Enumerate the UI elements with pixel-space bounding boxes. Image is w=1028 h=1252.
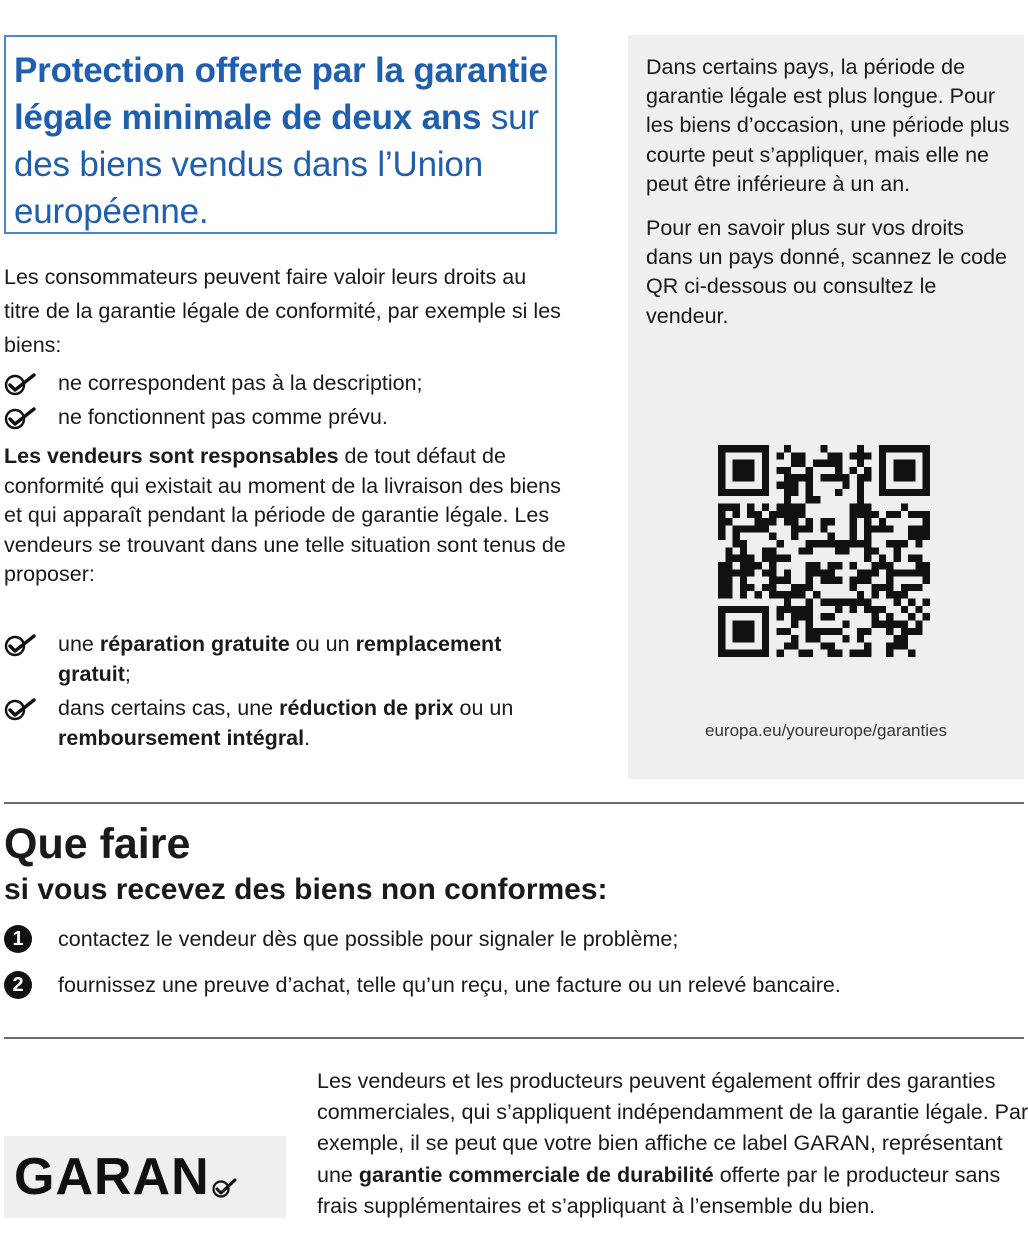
remedy-bold: réparation gratuite xyxy=(99,632,290,656)
side-paragraph-1: Dans certains pays, la période de garantie légale est plus longue. Pour les biens d’occasion, une période plus courte peut s’appliquer, mais elle ne peut être inférieure à un an. xyxy=(646,55,1010,196)
responsibility-text xyxy=(4,442,574,590)
commercial-bold: garantie commerciale de durabilité xyxy=(358,1162,714,1187)
remedy-part: ou un xyxy=(453,696,514,720)
list-item xyxy=(4,693,564,753)
list-item xyxy=(4,368,564,398)
title-box xyxy=(4,35,557,234)
responsibility-rest: de tout défaut de conformité qui existait au moment de la livraison des biens et qui apparaît pendant la période de garantie légale. Les vendeurs se trouvant dans une telle situation sont tenus de proposer: xyxy=(4,444,566,586)
remedy-text xyxy=(58,632,501,686)
remedy-part: dans certains cas, une xyxy=(58,696,280,720)
commercial-guarantee-text xyxy=(317,1066,1028,1222)
remedy-bold: réduction de prix xyxy=(279,696,454,720)
info-link[interactable]: europa.eu/youreurope/garanties xyxy=(705,721,947,740)
list-item-text: ne correspondent pas à la description; xyxy=(58,371,423,395)
remedy-bold: remplacement gratuit xyxy=(58,632,502,686)
steps-list xyxy=(4,924,1024,1016)
step-text: fournissez une preuve d’achat, telle qu’un reçu, une facture ou un relevé bancaire. xyxy=(58,973,841,997)
non-conformity-list xyxy=(4,368,564,436)
step-item xyxy=(4,924,1024,954)
list-item xyxy=(4,402,564,432)
divider xyxy=(4,802,1024,804)
remedy-text xyxy=(58,696,513,750)
remedy-part: . xyxy=(304,726,311,750)
section-heading: Que faire xyxy=(4,820,191,868)
check-icon xyxy=(4,697,40,721)
commercial-part: offerte par le producteur sans frais supplémentaires et s’appliquant à l’ensemble du bien. xyxy=(317,1162,1001,1218)
step-number-badge: 2 xyxy=(4,971,32,999)
garan-label xyxy=(4,1136,286,1218)
qr-code-icon[interactable] xyxy=(718,445,930,657)
check-icon xyxy=(4,372,40,396)
remedy-part: une xyxy=(58,632,100,656)
side-panel xyxy=(628,35,1024,779)
check-icon xyxy=(4,406,40,430)
remedy-part: ; xyxy=(124,662,131,686)
remedy-part: ou un xyxy=(289,632,356,656)
qr-pattern xyxy=(718,445,930,657)
responsibility-bold: Les vendeurs sont responsables xyxy=(4,444,339,468)
step-text: contactez le vendeur dès que possible pour signaler le problème; xyxy=(58,927,679,951)
garan-wordmark: GARAN xyxy=(14,1148,210,1206)
title-bold: Protection offerte par la garantie légale minimale de deux ans xyxy=(14,51,548,137)
step-item xyxy=(4,970,1024,1000)
remedy-bold: remboursement intégral xyxy=(58,726,305,750)
remedies-list xyxy=(4,629,564,757)
divider xyxy=(4,1037,1024,1039)
check-icon xyxy=(4,633,40,657)
intro-text: Les consommateurs peuvent faire valoir leurs droits au titre de la garantie légale de conformité, par exemple si les biens: xyxy=(4,265,561,357)
side-paragraph-2: Pour en savoir plus sur vos droits dans un pays donné, scannez le code QR ci-dessous ou consultez le vendeur. xyxy=(646,216,1007,328)
check-icon xyxy=(212,1178,238,1198)
list-item xyxy=(4,629,564,689)
section-subheading: si vous recevez des biens non conformes: xyxy=(4,873,608,906)
list-item-text: ne fonctionnent pas comme prévu. xyxy=(58,405,388,429)
commercial-part: Les vendeurs et les producteurs peuvent également offrir des garanties commerciales, qui s’appliquent indépendamment de la garantie légale. Par exemple, il se peut que votre bien affiche ce label GARAN, représentant une xyxy=(317,1069,1028,1187)
title-text xyxy=(14,47,549,235)
step-number-badge: 1 xyxy=(4,925,32,953)
title-rest: sur des biens vendus dans l’Union européenne. xyxy=(14,98,539,231)
